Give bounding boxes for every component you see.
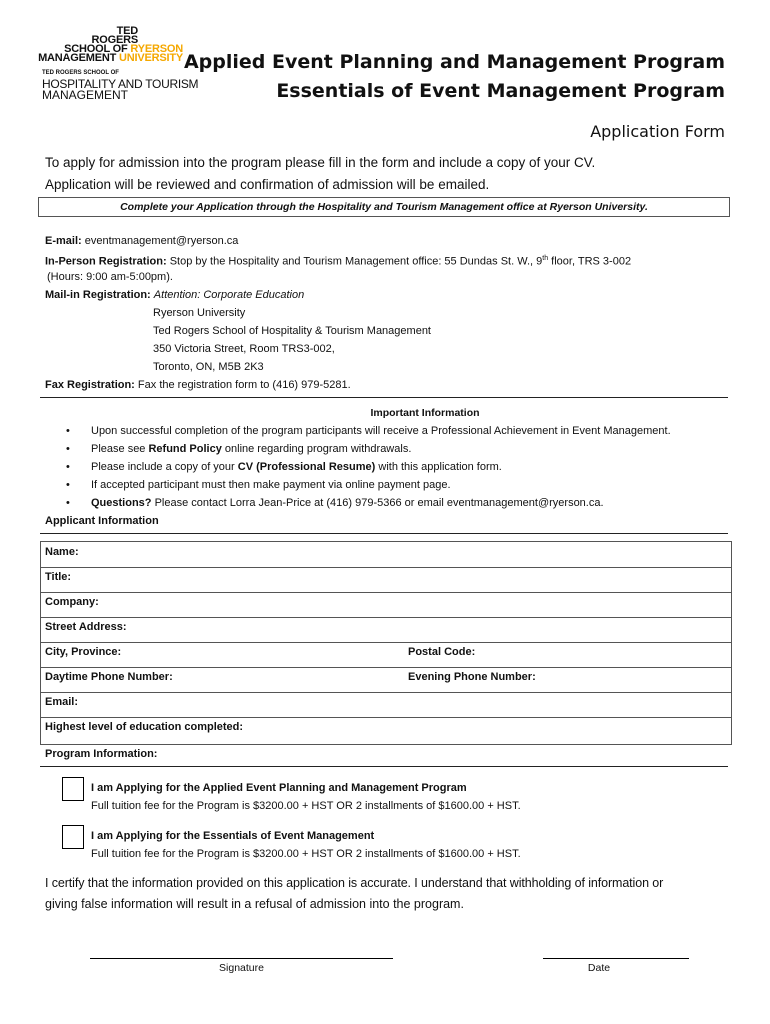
divider-3 <box>40 766 728 767</box>
important-heading: Important Information <box>370 407 480 419</box>
program-2-title: I am Applying for the Essentials of Event Management <box>91 830 375 842</box>
phone-row[interactable] <box>41 667 731 693</box>
bullet-dot-5: • <box>66 497 70 509</box>
bullet-dot-2: • <box>66 443 70 455</box>
intro-line-2: Application will be reviewed and confirmation of admission will be emailed. <box>45 177 490 192</box>
date-label: Date <box>587 962 611 974</box>
school-logo <box>40 26 200 106</box>
bullet-dot-3: • <box>66 461 70 473</box>
instruction-box: Complete your Application through the Hospitality and Tourism Management office at Ryerson University. <box>38 197 730 217</box>
hours-line: (Hours: 9:00 am-5:00pm). <box>47 271 173 283</box>
education-field[interactable] <box>41 717 731 742</box>
intro-line-1: To apply for admission into the program please fill in the form and include a copy of your CV. <box>45 155 596 170</box>
applicant-form <box>40 541 732 745</box>
education-label: Highest level of education completed: <box>45 721 244 733</box>
name-label: Name: <box>45 546 79 558</box>
title-label: Title: <box>45 571 72 583</box>
important-item-1: Upon successful completion of the program participants will receive a Professional Achievement in Event Management. <box>91 425 671 437</box>
mail-address-4: Toronto, ON, M5B 2K3 <box>153 361 264 373</box>
program-1-checkbox[interactable] <box>62 777 84 801</box>
mail-address-3: 350 Victoria Street, Room TRS3-002, <box>153 343 335 355</box>
bullet-dot-4: • <box>66 479 70 491</box>
signature-line[interactable] <box>90 958 393 959</box>
logo-line-2: ROGERS <box>91 34 138 46</box>
mail-line: Mail-in Registration: Attention: Corporate Education <box>45 289 305 301</box>
city-postal-row[interactable] <box>41 642 731 668</box>
day-phone-label: Daytime Phone Number: <box>45 671 173 683</box>
program-heading: Program Information: <box>45 748 158 760</box>
email-field[interactable] <box>41 692 731 718</box>
program-2-checkbox[interactable] <box>62 825 84 849</box>
logo-sub-1: TED ROGERS SCHOOL OF <box>42 70 119 76</box>
logo-sub-3: MANAGEMENT <box>42 88 129 102</box>
program-title-2: Essentials of Event Management Program <box>276 80 725 102</box>
logo-line-1: TED <box>116 25 138 37</box>
logo-sub-2: HOSPITALITY AND TOURISM <box>42 77 199 91</box>
important-item-2: Please see Refund Policy online regarding program withdrawals. <box>91 443 412 455</box>
divider-2 <box>40 533 728 534</box>
bullet-dot-1: • <box>66 425 70 437</box>
program-1-fee: Full tuition fee for the Program is $3200.00 + HST OR 2 installments of $1600.00 + HST. <box>91 800 521 812</box>
city-label: City, Province: <box>45 646 122 658</box>
inperson-line: In-Person Registration: Stop by the Hospitality and Tourism Management office: 55 Dundas St. W., 9th floor, TRS 3-002 <box>45 255 632 268</box>
applicant-heading: Applicant Information <box>45 515 159 527</box>
form-title: Application Form <box>590 122 725 141</box>
title-field[interactable] <box>41 567 731 593</box>
email-line: E-mail: eventmanagement@ryerson.ca <box>45 235 239 247</box>
postal-label: Postal Code: <box>408 646 476 658</box>
important-item-3: Please include a copy of your CV (Professional Resume) with this application form. <box>91 461 502 473</box>
company-field[interactable] <box>41 592 731 618</box>
mail-address-1: Ryerson University <box>153 307 246 319</box>
logo-line-3: SCHOOL OF RYERSON <box>64 43 183 55</box>
eve-phone-label: Evening Phone Number: <box>408 671 536 683</box>
street-field[interactable] <box>41 617 731 643</box>
mail-address-2: Ted Rogers School of Hospitality & Tourism Management <box>153 325 431 337</box>
logo-line-4: MANAGEMENT UNIVERSITY <box>38 52 183 64</box>
important-item-4: If accepted participant must then make payment via online payment page. <box>91 479 451 491</box>
program-title-1: Applied Event Planning and Management Program <box>183 51 725 73</box>
name-field[interactable] <box>41 542 731 568</box>
certify-line-1: I certify that the information provided on this application is accurate. I understand that withholding of information or <box>45 876 664 890</box>
program-2-fee: Full tuition fee for the Program is $3200.00 + HST OR 2 installments of $1600.00 + HST. <box>91 848 521 860</box>
date-line[interactable] <box>543 958 689 959</box>
program-1-title: I am Applying for the Applied Event Planning and Management Program <box>91 782 467 794</box>
signature-label: Signature <box>219 962 264 974</box>
street-label: Street Address: <box>45 621 127 633</box>
divider-1 <box>40 397 728 398</box>
certify-line-2: giving false information will result in a refusal of admission into the program. <box>45 897 464 911</box>
company-label: Company: <box>45 596 99 608</box>
email-label: Email: <box>45 696 79 708</box>
fax-line: Fax Registration: Fax the registration form to (416) 979-5281. <box>45 379 351 391</box>
important-item-5: Questions? Please contact Lorra Jean-Price at (416) 979-5366 or email eventmanagement@ryerson.ca. <box>91 497 604 509</box>
